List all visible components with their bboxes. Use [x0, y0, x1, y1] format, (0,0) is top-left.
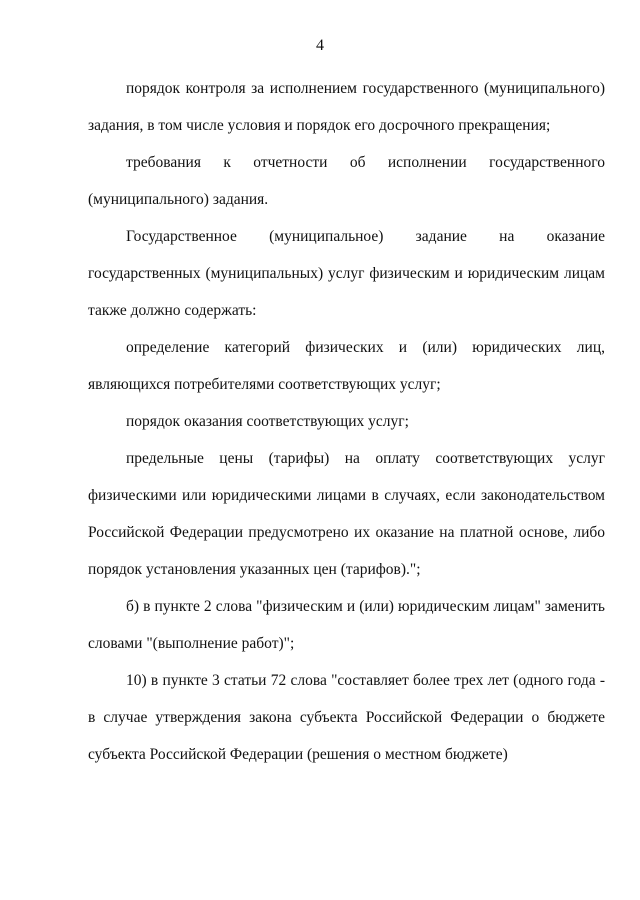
paragraph-item-b: б) в пункте 2 слова "физическим и (или) юридическим лицам" заменить словами "(выполнение работ)";: [88, 598, 605, 652]
paragraph-service-procedure: порядок оказания соответствующих услуг;: [126, 413, 409, 430]
paragraph-price-limits: предельные цены (тарифы) на оплату соответствующих услуг физическими или юридическими лицами в случаях, если законодательством Российской Федерации предусмотрено их оказание на платной основе, либо порядок установления указанных цен (тарифов).";: [88, 450, 605, 578]
paragraph-state-task-services: Государственное (муниципальное) задание на оказание государственных (муниципальных) услуг физическим и юридическим лицам также должно содержать:: [88, 228, 605, 319]
document-body: [88, 70, 605, 773]
paragraph-control-procedure: порядок контроля за исполнением государственного (муниципального) задания, в том числе условия и порядок его досрочного прекращения;: [88, 80, 605, 134]
page-number: 4: [316, 37, 324, 54]
paragraph-reporting-requirements: требования к отчетности об исполнении государственного (муниципального) задания.: [88, 154, 605, 208]
paragraph-item-10: 10) в пункте 3 статьи 72 слова "составляет более трех лет (одного года - в случае утверждения закона субъекта Российской Федерации о бюджете субъекта Российской Федерации (решения о местном бюджете): [88, 672, 605, 763]
paragraph-consumer-categories: определение категорий физических и (или) юридических лиц, являющихся потребителями соответствующих услуг;: [88, 339, 605, 393]
